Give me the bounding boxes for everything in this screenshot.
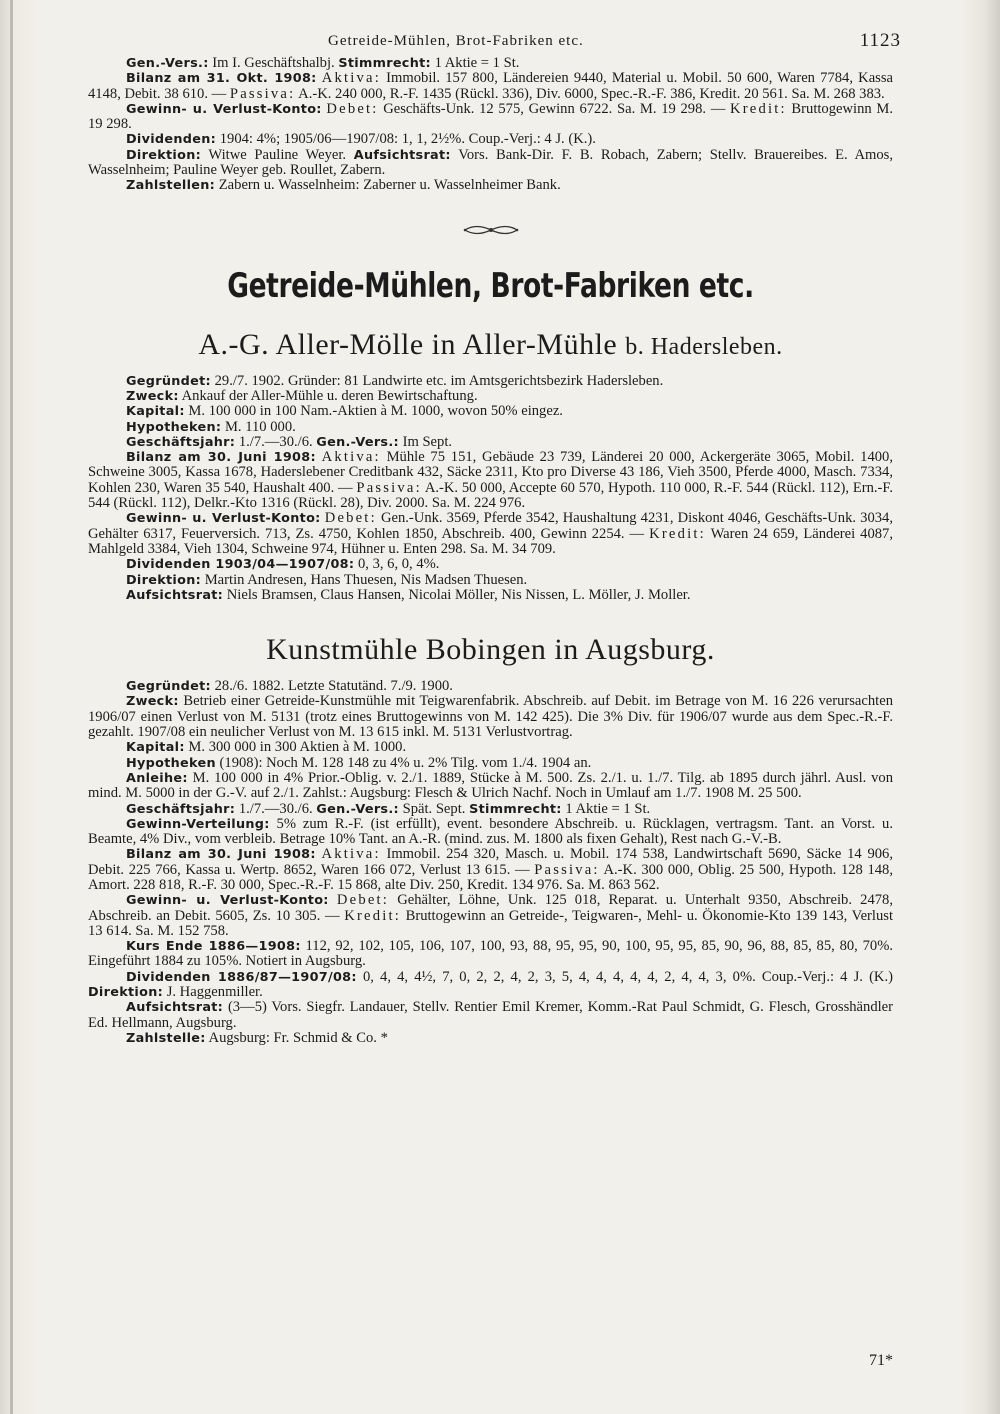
gegruendet: Gegründet: 28./6. 1882. Letzte Statutänd. 7./9. 1900. xyxy=(126,678,453,695)
hypotheken: Hypotheken (1908): Noch M. 128 148 zu 4% u. 2% Tilg. vom 1./4. 1904 an. xyxy=(126,754,592,771)
anleihe: Anleihe: M. 100 000 in 4% Prior.-Oblig. v. 2./1. 1889, Stücke à M. 500. Zs. 2./1. u. 1./7. Tilg. ab 1895 durch jährl. Ausl. von mind. M. 5000 in der G.-V. auf 2./1. Zahlst.: Augsburg: Flesch & Ulrich Nachf. Noch in Umlauf am 1./7. 1908 M. 25 500. xyxy=(88,769,894,802)
company-title: A.-G. Aller-Mölle in Aller-Mühle b. Hadersleben. xyxy=(198,327,783,361)
entry-kunstmuehle-bobingen xyxy=(88,633,893,1046)
hypotheken: Hypotheken: M. 110 000. xyxy=(126,418,296,435)
kapital: Kapital: M. 100 000 in 100 Nam.-Aktien à M. 1000, wovon 50% eingez. xyxy=(126,403,563,420)
dividenden: Dividenden 1886/87—1907/08: 0, 4, 4, 4½, 7, 0, 2, 2, 4, 2, 3, 5, 4, 4, 4, 4, 4, 2, 4, 4, 3, 0%. Coup.-Verj.: 4 J. (K.) Direktion: J. Haggenmiller. xyxy=(88,968,893,1001)
previous-entry xyxy=(88,56,893,194)
ornament-divider xyxy=(88,222,893,240)
kapital: Kapital: M. 300 000 in 300 Aktien à M. 1000. xyxy=(126,739,407,756)
dividenden: Dividenden 1903/04—1907/08: 0, 3, 6, 0, 4%. xyxy=(126,556,440,573)
zweck: Zweck: Betrieb einer Getreide-Kunstmühle mit Teigwarenfabrik. Abschreib. auf Debit. im Betrage von M. 16 226 verursachten 1906/07 einen Verlust von M. 5131 (trotz eines Bruttogewinns von M. 142 425). Die 3% Div. für 1906/07 wurde aus dem Spec.-R.-F. gezahlt. 1907/08 ein neulicher Verlust von M. 13 615 inkl. M. 5131 Verlustvortrag. xyxy=(88,693,893,741)
gegruendet: Gegründet: 29./7. 1902. Gründer: 81 Landwirte etc. im Amtsgerichtsbezirk Hadersleben. xyxy=(126,372,664,389)
gewinn-verteilung: Gewinn-Verteilung: 5% zum R.-F. (ist erfüllt), event. besondere Abschreib. u. Rücklagen, vertragsm. Tant. an Vorst. u. Beamte, 4% Div., vom verbleib. Betrage 10% Tant. an A.-R. (mind. zus. M. 1800 als fixen Gehalt), Rest nach G.-V.-B. xyxy=(88,815,893,848)
zweck: Zweck: Ankauf der Aller-Mühle u. deren Bewirtschaftung. xyxy=(126,387,478,404)
bilanz: Bilanz am 30. Juni 1908: Aktiva: Immobil. 254 320, Masch. u. Mobil. 174 538, Landwirtschaft 5690, Säcke 14 906, Debit. 225 766, Kassa u. Wertp. 8652, Waren 166 072, Verlust 13 615. — Passiva: A.-K. 300 000, Oblig. 25 500, Hypoth. 128 148, Amort. 228 818, R.-F. 30 000, Spec.-R.-F. 15 868, alte Div. 250, Kredit. 134 976. Sa. M. 863 562. xyxy=(88,846,894,893)
geschaeftsjahr: Geschäftsjahr: 1./7.—30./6. Gen.-Vers.: Im Sept. xyxy=(126,433,453,450)
aufsichtsrat: Aufsichtsrat: Niels Bramsen, Claus Hansen, Nicolai Möller, Nis Nissen, L. Möller, J. Moller. xyxy=(126,586,691,603)
prev-zahlstellen: Zahlstellen: Zabern u. Wasselnheim: Zaberner u. Wasselnheimer Bank. xyxy=(126,177,561,194)
company-title: Kunstmühle Bobingen in Augsburg. xyxy=(266,633,715,667)
aufsichtsrat: Aufsichtsrat: (3—5) Vors. Siegfr. Landauer, Stellv. Rentier Emil Kremer, Komm.-Rat Paul Schmidt, G. Flesch, Grosshändler Ed. Hellmann, Augsburg. xyxy=(88,999,894,1031)
page-content xyxy=(88,30,901,1369)
prev-dividenden: Dividenden: 1904: 4%; 1905/06—1907/08: 1, 1, 2½%. Coup.-Verj.: 4 J. (K.). xyxy=(126,131,596,148)
prev-bilanz: Bilanz am 31. Okt. 1908: Aktiva: Immobil. 157 800, Ländereien 9440, Material u. Mobil. 50 600, Waren 7784, Kassa 4148, Debit. 38 610. — Passiva: A.-K. 240 000, R.-F. 1435 (Rückl. 336), Div. 6000, Spec.-R.-F. 386, Kredit. 20 561. Sa. M. 268 383. xyxy=(88,70,894,102)
prev-genvers-line: Gen.-Vers.: Im I. Geschäftshalbj. Stimmrecht: 1 Aktie = 1 St. xyxy=(126,55,520,71)
signature-mark: 71* xyxy=(869,1352,893,1369)
section-title: Getreide-Mühlen, Brot-Fabriken etc. xyxy=(227,265,754,306)
kurs: Kurs Ende 1886—1908: 112, 92, 102, 105, 106, 107, 100, 93, 88, 95, 95, 90, 100, 95, 95, 85, 90, 96, 88, 85, 85, 80, 70%. Eingeführt 1884 zu 105%. Notiert in Augsburg. xyxy=(88,938,894,970)
running-head xyxy=(88,30,901,56)
bilanz: Bilanz am 30. Juni 1908: Aktiva: Mühle 75 151, Gebäude 23 739, Länderei 20 000, Ackergeräte 3065, Mobil. 1400, Schweine 3005, Kassa 1678, Haderslebener Creditbank 432, Säcke 2311, Kto pro Diverse 43 186, Vieh 3500, Pferde 4000, Masch. 7334, Kohlen 230, Waren 35 540, Haushalt 400. — Passiva: A.-K. 50 000, Accepte 60 570, Hypoth. 110 000, R.-F. 544 (Rückl. 112), Ern.-F. 544 (Rückl. 112), Delkr.-Kto 1316 (Rückl. 28), Div. 2000. Sa. M. 224 976. xyxy=(88,449,893,512)
gewinn-konto: Gewinn- u. Verlust-Konto: Debet: Gehälter, Löhne, Unk. 125 018, Reparat. u. Unterhalt 9350, Abschreib. 2478, Abschreib. an Debit. 5605, Zs. 10 305. — Kredit: Bruttogewinn an Getreide-, Teigwaren-, Mehl- u. Ökonomie-Kto 139 143, Verlust 13 614. Sa. M. 152 758. xyxy=(88,892,894,939)
zahlstelle: Zahlstelle: Augsburg: Fr. Schmid & Co. * xyxy=(126,1029,388,1046)
ornament-icon xyxy=(461,222,521,238)
running-head-title: Getreide-Mühlen, Brot-Fabriken etc. xyxy=(328,33,584,49)
gewinn-konto: Gewinn- u. Verlust-Konto: Debet: Gen.-Unk. 3569, Pferde 3542, Haushaltung 4231, Diskont 4046, Geschäfts-Unk. 3034, Gehälter 6317, Feuerversich. 713, Zs. 4750, Kohlen 1850, Abschreib. 400, Gewinn 2254. — Kredit: Waren 24 659, Länderei 4087, Mahlgeld 3384, Vieh 1304, Schweine 974, Hühner u. Enten 298. Sa. M. 34 709. xyxy=(88,510,894,557)
direktion: Direktion: Martin Andresen, Hans Thuesen, Nis Madsen Thuesen. xyxy=(126,571,528,588)
page-spine-shadow xyxy=(10,0,13,1414)
geschaeftsjahr: Geschäftsjahr: 1./7.—30./6. Gen.-Vers.: Spät. Sept. Stimmrecht: 1 Aktie = 1 St. xyxy=(126,800,651,817)
entry-aller-moelle xyxy=(88,328,893,603)
page-number: 1123 xyxy=(859,30,901,51)
prev-gewinn-konto: Gewinn- u. Verlust-Konto: Debet: Geschäfts-Unk. 12 575, Gewinn 6722. Sa. M. 19 298. — Kredit: Bruttogewinn M. 19 298. xyxy=(88,100,893,133)
prev-direktion: Direktion: Witwe Pauline Weyer. Aufsichtsrat: Vors. Bank-Dir. F. B. Robach, Zabern; Stellv. Brauereibes. E. Amos, Wasselnheim; Pauline Weyer geb. Roullet, Zabern. xyxy=(88,146,893,179)
